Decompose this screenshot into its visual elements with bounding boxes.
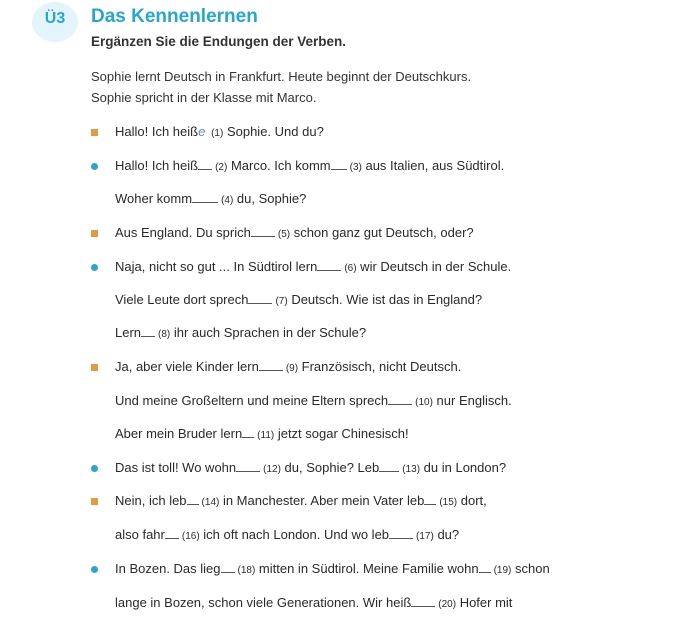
dialogue-text: schon [511,561,550,576]
blank-number: (5) [277,229,291,240]
speaker-marco-marker [91,566,98,573]
blank-number: (14) [201,497,220,508]
dialogue-text: ihr auch Sprachen in der Schule? [170,325,367,340]
answer-blank[interactable] [165,526,179,539]
dialogue-line [115,258,511,278]
blank-number: (2) [215,162,228,173]
answer-blank[interactable] [198,123,208,139]
dialogue-text: du, Sophie? [233,191,307,206]
intro-line: Sophie lernt Deutsch in Frankfurt. Heute beginnt der Deutschkurs. [91,69,472,84]
dialogue-text: aus Italien, aus Südtirol. [361,158,505,173]
answer-blank[interactable] [259,358,283,371]
answer-blank[interactable] [379,459,399,472]
blank-number: (11) [257,430,275,441]
exercise-title: Das Kennenlernen [91,6,258,27]
dialogue-line [115,425,409,445]
dialogue-text: wir Deutsch in der Schule. [356,259,512,274]
blank-number: (7) [275,296,288,307]
dialogue-text: Und meine Großeltern und meine Eltern sprech [115,393,389,408]
dialogue-text: ich oft nach London. Und wo leb [199,527,390,542]
dialogue-text: also fahr [115,527,165,542]
dialogue-text: In Bozen. Das lieg [115,561,221,576]
speaker-marco-marker [91,264,98,271]
intro-text [91,66,471,108]
exercise-badge [32,2,78,42]
answer-blank[interactable] [317,258,341,271]
dialogue-text: du, Sophie? Leb [280,460,380,475]
dialogue-line [115,526,459,546]
dialogue-text: Hallo! Ich heiß [115,124,199,139]
answer-blank[interactable] [141,324,155,337]
blank-number: (16) [181,531,200,542]
dialogue-line [115,459,506,479]
speaker-sophie-marker [91,230,98,237]
dialogue-text: Aber mein Bruder lern [115,426,243,441]
dialogue-text: in Manchester. Aber mein Vater leb [219,493,425,508]
answer-blank[interactable] [411,594,435,607]
blank-number: (15) [439,497,458,508]
speaker-sophie-marker [91,498,98,505]
dialogue-text: schon ganz gut Deutsch, oder? [290,225,474,240]
answer-blank[interactable] [198,157,212,170]
dialogue-text: Das ist toll! Wo wohn [115,460,237,475]
dialogue-text: Ja, aber viele Kinder lern [115,359,259,374]
answer-blank[interactable] [192,190,218,203]
answer-blank[interactable] [424,492,436,505]
intro-line: Sophie spricht in der Klasse mit Marco. [91,90,317,105]
blank-number: (4) [221,195,234,206]
dialogue-text: Aus England. Du sprich [115,225,251,240]
dialogue-line [115,358,461,378]
dialogue-line [115,560,550,580]
dialogue-text: nur Englisch. [432,393,512,408]
dialogue-text: Lern [115,325,142,340]
answer-blank[interactable] [221,560,235,573]
dialogue-line [115,392,512,412]
dialogue-line [115,324,366,344]
answer-blank[interactable] [187,492,199,505]
dialogue-line [115,190,306,210]
dialogue-line [115,291,482,311]
speaker-sophie-marker [91,129,98,136]
dialogue-text: Naja, nicht so gut ... In Südtirol lern [115,259,318,274]
speaker-marco-marker [91,465,98,472]
dialogue-line [115,123,324,143]
dialogue-text: Woher komm [115,191,193,206]
dialogue-text: Viele Leute dort sprech [115,292,249,307]
dialogue-text: Sophie. Und du? [223,124,324,139]
dialogue-text: jetzt sogar Chinesisch! [274,426,409,441]
answer-blank[interactable] [331,157,347,170]
answer-blank[interactable] [242,425,254,438]
dialogue-text: Deutsch. Wie ist das in England? [287,292,483,307]
speaker-sophie-marker [91,364,98,371]
answer-blank[interactable] [236,459,260,472]
speaker-marco-marker [91,163,98,170]
dialogue-text: Hofer mit [456,595,513,610]
blank-number: (13) [402,464,421,475]
blank-number: (3) [349,162,362,173]
exercise-number: Ü3 [44,10,66,27]
blank-number: (6) [344,263,357,274]
dialogue-text: du? [433,527,460,542]
blank-number: (1) [211,128,224,139]
exercise-instruction: Ergänzen Sie die Endungen der Verben. [91,34,347,49]
dialogue-text: Marco. Ich komm [227,158,331,173]
answer-blank[interactable] [251,224,275,237]
answer-blank[interactable] [388,392,412,405]
answer-blank[interactable] [248,291,272,304]
blank-number: (19) [493,565,512,576]
dialogue-text: lange in Bozen, schon viele Generationen. Wir heiß [115,595,412,610]
dialogue-text: Hallo! Ich heiß [115,158,199,173]
blank-number: (18) [237,565,256,576]
blank-number: (10) [415,397,433,408]
dialogue-text: du in London? [420,460,507,475]
dialogue-line [115,594,512,614]
dialogue-line [115,492,487,512]
handwritten-answer: e [198,124,206,139]
blank-number: (20) [438,599,457,610]
blank-number: (12) [263,464,281,475]
answer-blank[interactable] [389,526,413,539]
blank-number: (9) [285,363,299,374]
dialogue-text: Französisch, nicht Deutsch. [298,359,462,374]
blank-number: (17) [416,531,434,542]
dialogue-line [115,157,504,177]
dialogue-line [115,224,474,244]
dialogue-text: dort, [457,493,487,508]
blank-number: (8) [158,329,171,340]
dialogue-text: mitten in Südtirol. Meine Familie wohn [255,561,479,576]
answer-blank[interactable] [479,560,491,573]
dialogue-text: Nein, ich leb [115,493,187,508]
